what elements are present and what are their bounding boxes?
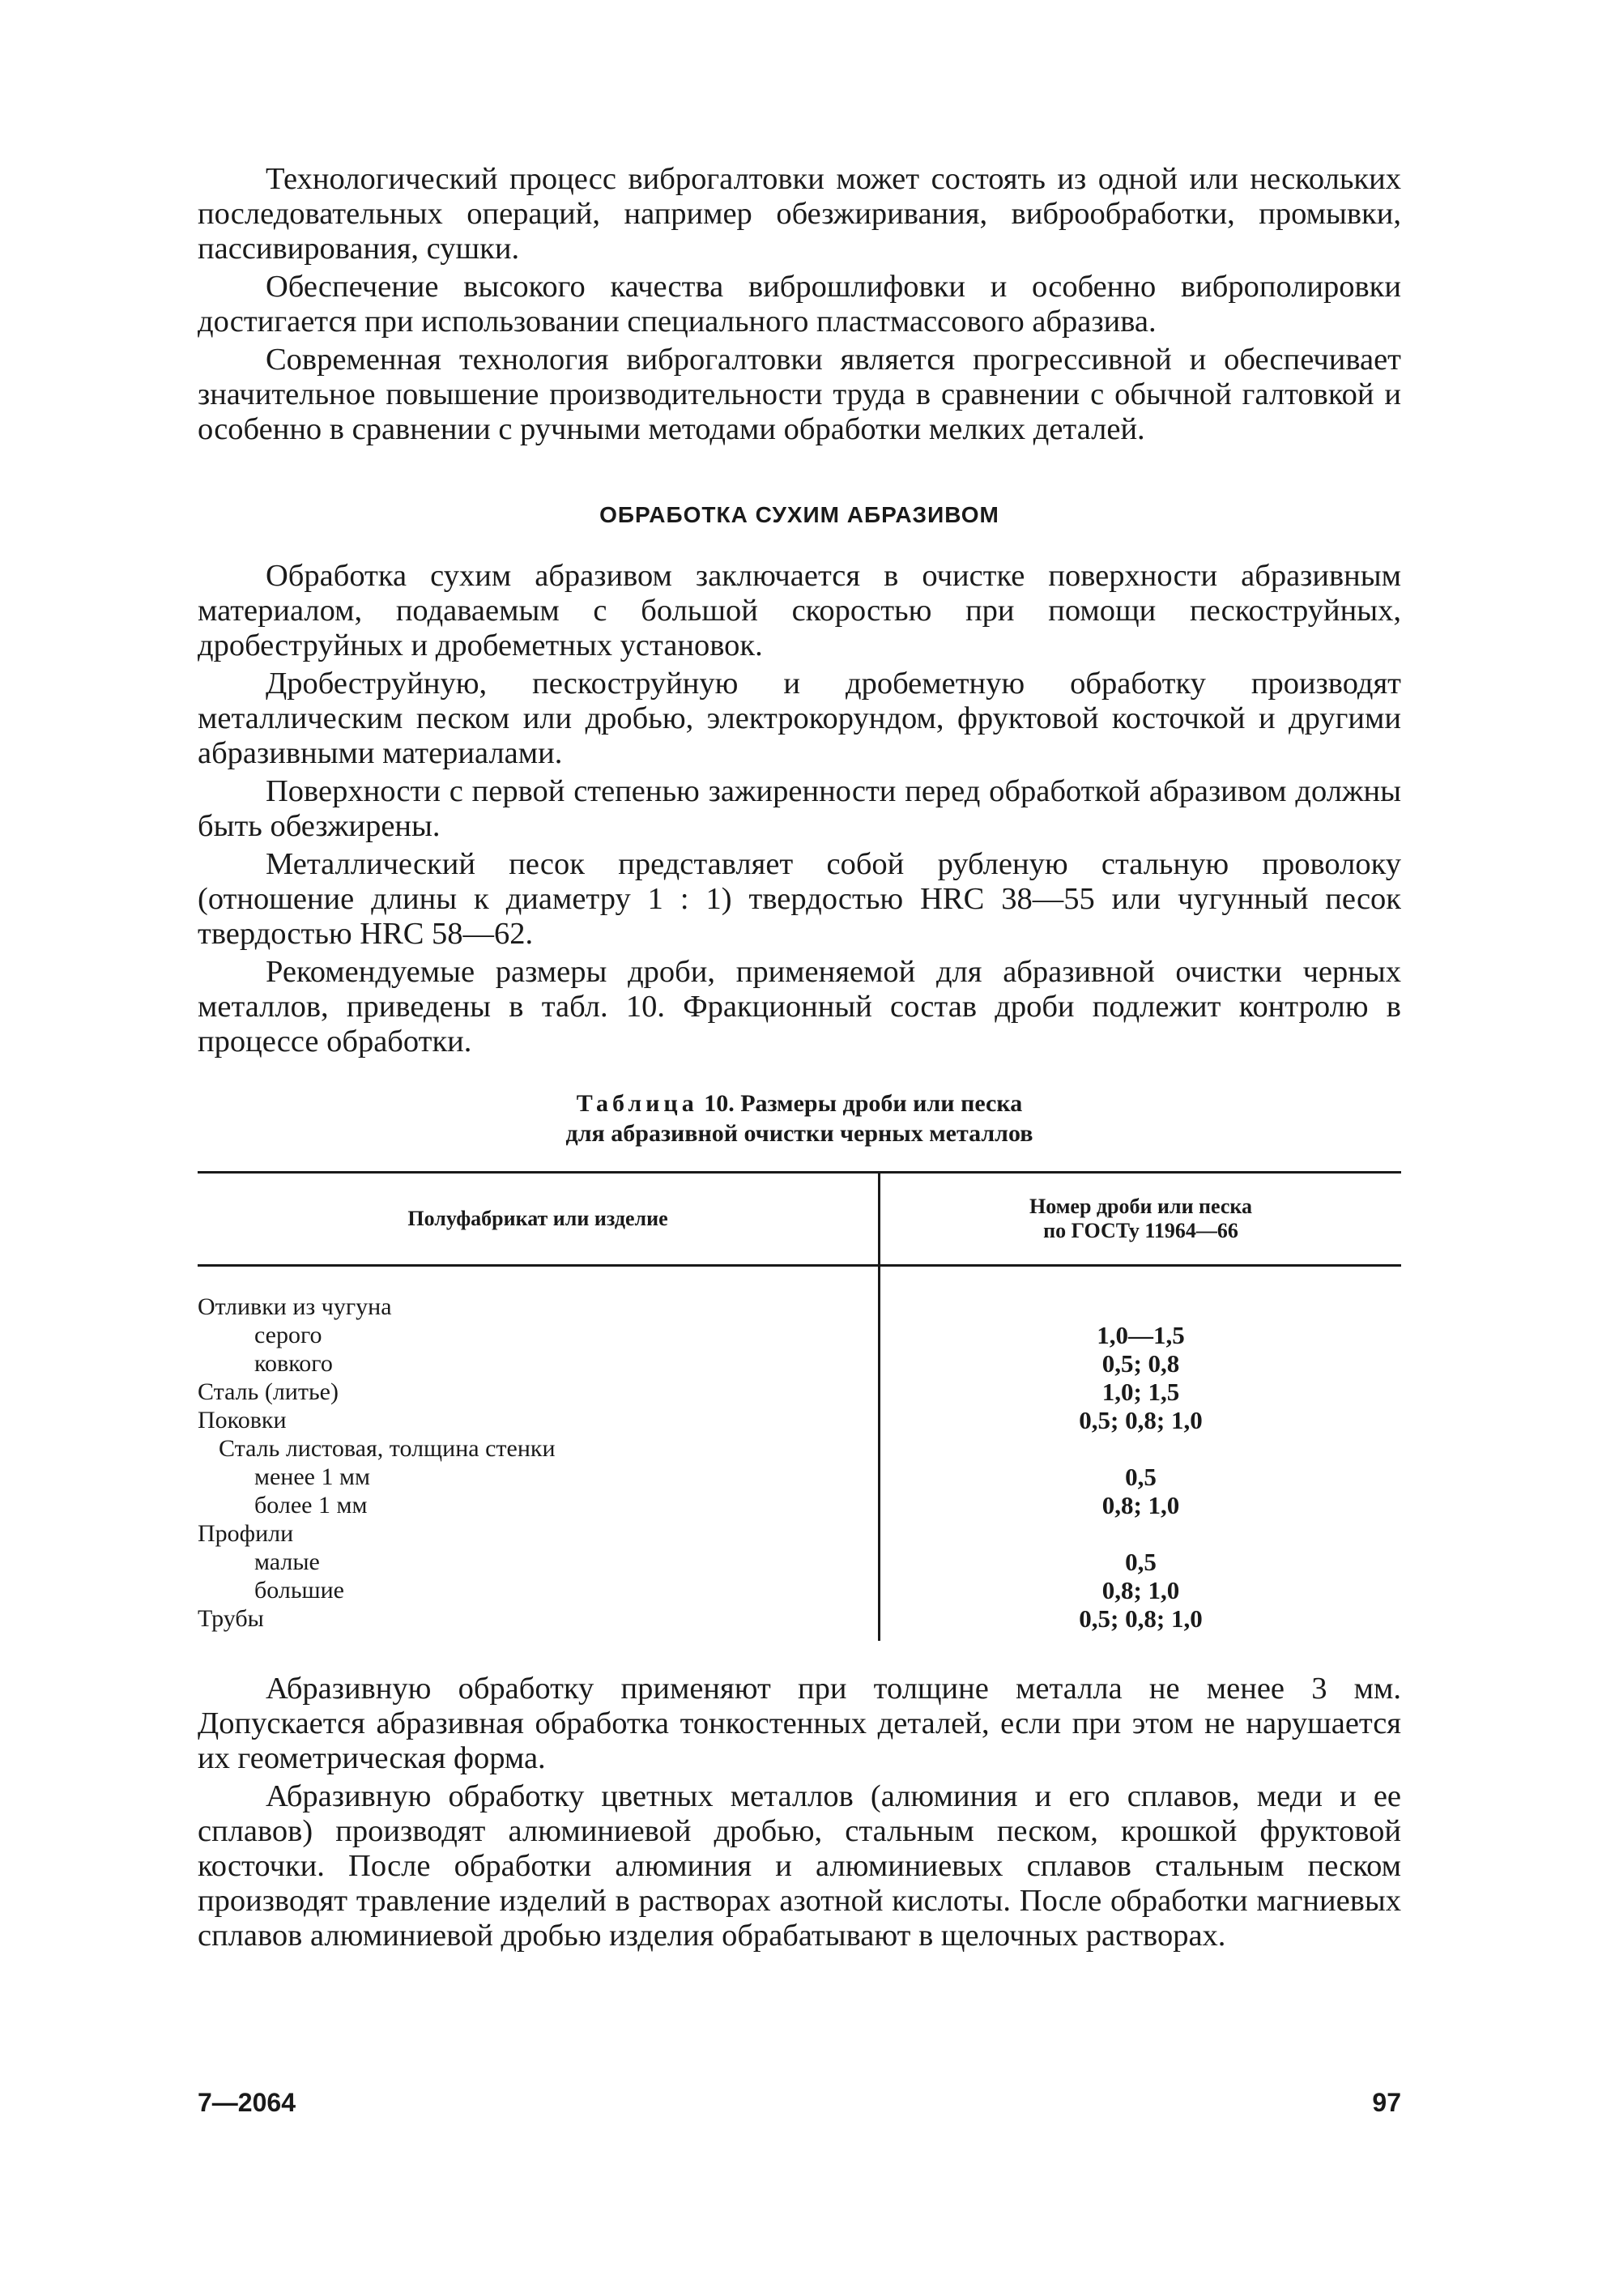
page-number: 97 <box>1372 2088 1401 2117</box>
table-cell-product: Отливки из чугуна <box>198 1293 392 1320</box>
section-heading: ОБРАБОТКА СУХИМ АБРАЗИВОМ <box>599 502 999 527</box>
table-cell-shot-number: 0,5; 0,8; 1,0 <box>880 1406 1402 1434</box>
table-cell-product: малые <box>254 1548 320 1575</box>
table-cell-shot-number: 0,5 <box>880 1548 1402 1576</box>
table-header-shot-number <box>880 1173 1402 1266</box>
table-caption-line1: Размеры дроби или песка <box>740 1090 1023 1117</box>
table-cell-shot-number: 0,8; 1,0 <box>880 1491 1402 1519</box>
table-cell-shot-number: 0,8; 1,0 <box>880 1576 1402 1604</box>
table-header-product: Полуфабрикат или изделие <box>198 1173 880 1266</box>
paragraph-recommended-sizes: Рекомендуемые размеры дроби, применяемой для абразивной очистки черных металлов, приведены в табл. 10. Фракционный состав дроби подлежит контролю в процессе обработки. <box>198 955 1401 1059</box>
table-cell-shot-number <box>880 1519 1402 1548</box>
table-caption-number: 10. <box>704 1090 735 1117</box>
table-cell-shot-number: 0,5 <box>880 1463 1402 1491</box>
paragraph-vibro-quality: Обеспечение высокого качества виброшлифовки и особенно виброполировки достигается при использовании специального пластмассового абразива. <box>198 270 1401 339</box>
table-header-row <box>198 1173 1401 1266</box>
table-row <box>198 1604 1401 1641</box>
table-row <box>198 1266 1401 1322</box>
table-row <box>198 1349 1401 1378</box>
table-caption <box>198 1088 1401 1148</box>
table-cell-product: Трубы <box>198 1605 264 1632</box>
table-row <box>198 1548 1401 1576</box>
table-row <box>198 1434 1401 1463</box>
table-row <box>198 1491 1401 1519</box>
table-row <box>198 1406 1401 1434</box>
table-header-shot-number-line1: Номер дроби или песка <box>1029 1195 1253 1218</box>
page-content <box>198 162 1401 1957</box>
paragraph-vibro-process: Технологический процесс виброгалтовки может состоять из одной или нескольких последовательных операций, например обезжиривания, виброобработки, промывки, пассивирования, сушки. <box>198 162 1401 266</box>
table-cell-product: ковкого <box>254 1350 333 1377</box>
table-row <box>198 1321 1401 1349</box>
paragraph-thickness: Абразивную обработку применяют при толщине металла не менее 3 мм. Допускается абразивная обработка тонкостенных деталей, если при этом не нарушается их геометрическая форма. <box>198 1672 1401 1775</box>
table-cell-product: Поковки <box>198 1407 287 1433</box>
table-caption-line2: для абразивной очистки черных металлов <box>565 1120 1033 1147</box>
table-cell-shot-number: 0,5; 0,8; 1,0 <box>880 1604 1402 1641</box>
shot-size-table <box>198 1171 1401 1641</box>
table-cell-shot-number: 1,0—1,5 <box>880 1321 1402 1349</box>
table-caption-word: Таблица <box>576 1090 698 1117</box>
paragraph-vibro-modern: Современная технология виброгалтовки является прогрессивной и обеспечивает значительное повышение производительности труда в сравнении с обычной галтовкой и особенно в сравнении с ручными методами обработки мелких деталей. <box>198 343 1401 446</box>
paragraph-shot-blasting: Дробеструйную, пескоструйную и дробеметную обработку производят металлическим песком или дробью, электрокорундом, фруктовой косточкой и другими абразивными материалами. <box>198 667 1401 770</box>
paragraph-nonferrous: Абразивную обработку цветных металлов (алюминия и его сплавов, меди и ее сплавов) производят алюминиевой дробью, стальным песком, крошкой фруктовой косточки. После обработки алюминия и алюминиевых сплавов стальным песком производят травление изделий в растворах азотной кислоты. После обработки магниевых сплавов алюминиевой дробью изделия обрабатывают в щелочных растворах. <box>198 1779 1401 1953</box>
paragraph-degreasing: Поверхности с первой степенью зажиренности перед обработкой абразивом должны быть обезжирены. <box>198 774 1401 843</box>
table-cell-shot-number <box>880 1434 1402 1463</box>
table-cell-shot-number: 1,0; 1,5 <box>880 1378 1402 1406</box>
table-cell-product: более 1 мм <box>254 1492 368 1519</box>
table-cell-product: Сталь листовая, толщина стенки <box>219 1435 556 1462</box>
table-row <box>198 1576 1401 1604</box>
paragraph-metal-sand: Металлический песок представляет собой рубленую стальную проволоку (отношение длины к диаметру 1 : 1) твердостью HRC 38—55 или чугунный песок твердостью HRC 58—62. <box>198 847 1401 951</box>
table-cell-product: большие <box>254 1577 344 1604</box>
paragraph-dry-abrasive: Обработка сухим абразивом заключается в очистке поверхности абразивным материалом, подаваемым с большой скоростью при помощи пескоструйных, дробеструйных и дробеметных установок. <box>198 559 1401 662</box>
table-body <box>198 1266 1401 1642</box>
table-cell-product: Сталь (литье) <box>198 1378 339 1405</box>
table-header-shot-number-line2: по ГОСТу 11964—66 <box>1043 1219 1238 1242</box>
table-cell-product: менее 1 мм <box>254 1463 370 1490</box>
table-cell-shot-number: 0,5; 0,8 <box>880 1349 1402 1378</box>
table-cell-product: Профили <box>198 1520 294 1547</box>
printer-signature: 7—2064 <box>198 2088 296 2117</box>
table-row <box>198 1519 1401 1548</box>
table-cell-shot-number <box>880 1266 1402 1322</box>
table-row <box>198 1463 1401 1491</box>
table-cell-product: серого <box>254 1322 322 1348</box>
table-row <box>198 1378 1401 1406</box>
